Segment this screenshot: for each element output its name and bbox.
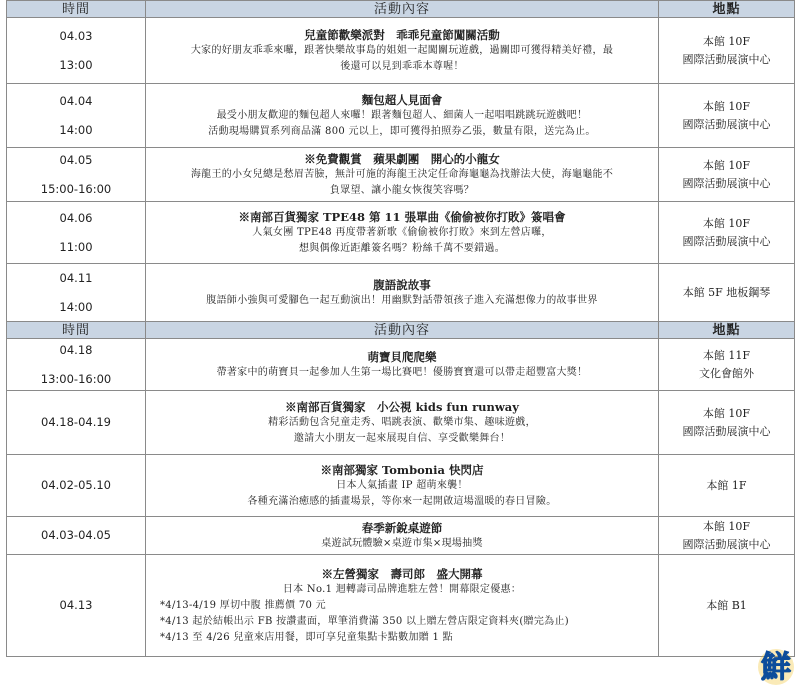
event-description-line: 最受小朋友歡迎的麵包超人來囉！跟著麵包超人、細菌人一起唱唱跳跳玩遊戲吧！: [216, 109, 588, 121]
event-location-cell: [659, 202, 795, 264]
event-content-cell: [146, 555, 659, 657]
event-location-line: 本館 10F: [702, 158, 751, 172]
event-title: ※南部獨家 Tombonia 快閃店: [320, 462, 484, 477]
header-location: 地點: [659, 322, 795, 339]
event-schedule-table: [6, 0, 795, 657]
event-title: 麵包超人見面會: [361, 92, 443, 107]
fresh-logo-badge: [756, 645, 796, 689]
section2-header-row: [7, 322, 795, 339]
event-time-cell: [7, 18, 146, 84]
event-description-line: 帶著家中的萌寶貝一起參加人生第一場比賽吧！優勝寶寶還可以帶走超豐富大獎！: [216, 366, 588, 378]
event-date: 04.18: [59, 342, 93, 357]
event-row: [7, 555, 795, 657]
event-content-cell: [146, 148, 659, 202]
time-spacer: [11, 358, 141, 372]
event-location-line: 本館 5F 地板鋼琴: [682, 285, 771, 299]
event-location-line: 本館 10F: [702, 216, 751, 230]
event-time: 11:00: [59, 239, 93, 254]
event-offer-line: *4/13 至 4/26 兒童來店用餐，即可享兒童集點卡點數加贈 1 點: [160, 631, 453, 643]
header-location: 地點: [659, 1, 795, 18]
event-time: 13:00: [59, 57, 93, 72]
event-time-cell: [7, 339, 146, 391]
event-location-cell: [659, 84, 795, 148]
event-location-line: 本館 10F: [702, 406, 751, 420]
event-location-cell: [659, 391, 795, 455]
event-time-cell: [7, 391, 146, 455]
event-location-cell: [659, 455, 795, 517]
section1-header-row: [7, 1, 795, 18]
event-title: ※南部百貨獨家 TPE48 第 11 張單曲《偷偷被你打敗》簽唱會: [238, 209, 566, 224]
event-date: 04.04: [59, 93, 93, 108]
header-time: 時間: [7, 1, 146, 18]
event-time: 14:00: [59, 299, 93, 314]
event-description-line: 腹語師小強與可愛腳色一起互動演出！用幽默對話帶領孩子進入充滿想像力的故事世界: [206, 294, 598, 306]
event-location-line: 本館 1F: [706, 478, 747, 492]
event-time: 15:00-16:00: [40, 181, 112, 196]
event-time-cell: [7, 517, 146, 555]
event-content-cell: [146, 264, 659, 322]
event-title: 兒童節歡樂派對 乖乖兒童節闖關活動: [304, 27, 500, 42]
event-content-cell: [146, 339, 659, 391]
event-content-cell: [146, 391, 659, 455]
event-location-line: 本館 10F: [702, 519, 751, 533]
time-spacer: [11, 168, 141, 182]
event-row: [7, 455, 795, 517]
event-location-line: 國際活動展演中心: [682, 537, 771, 551]
event-location-cell: [659, 264, 795, 322]
time-spacer: [11, 226, 141, 240]
event-location-line: 國際活動展演中心: [682, 52, 771, 66]
event-date: 04.06: [59, 210, 93, 225]
event-description-line: 精彩活動包含兒童走秀、唱跳表演、歡樂市集、趣味遊戲，: [268, 416, 536, 428]
event-location-line: 國際活動展演中心: [682, 424, 771, 438]
event-time-cell: [7, 455, 146, 517]
event-description-line: 日本 No.1 迴轉壽司品牌進駐左營！開幕限定優惠：: [282, 583, 522, 595]
event-row: [7, 148, 795, 202]
event-location-line: 本館 10F: [702, 34, 751, 48]
event-row: [7, 18, 795, 84]
event-location-cell: [659, 555, 795, 657]
event-location-line: 本館 10F: [702, 99, 751, 113]
event-date: 04.03: [59, 28, 93, 43]
header-time: 時間: [7, 322, 146, 339]
event-location-cell: [659, 18, 795, 84]
event-title: 萌寶貝爬爬樂: [367, 349, 437, 364]
event-row: [7, 264, 795, 322]
event-content-cell: [146, 18, 659, 84]
event-row: [7, 84, 795, 148]
event-title: ※左營獨家 壽司郎 盛大開幕: [321, 566, 483, 581]
event-row: [7, 202, 795, 264]
event-title: ※南部百貨獨家 小公視 kids fun runway: [285, 399, 519, 414]
event-row: [7, 517, 795, 555]
event-date: 04.18-04.19: [41, 415, 111, 429]
event-description-line: 桌遊試玩體驗×桌遊市集×現場抽獎: [321, 537, 483, 549]
event-location-line: 本館 B1: [706, 598, 747, 612]
event-location-cell: [659, 148, 795, 202]
time-spacer: [11, 109, 141, 123]
time-spacer: [11, 44, 141, 58]
event-row: [7, 391, 795, 455]
event-location-line: 文化會館外: [699, 366, 754, 380]
header-content: 活動內容: [146, 1, 659, 18]
event-title: 春季新銳桌遊節: [361, 520, 443, 535]
event-time-cell: [7, 148, 146, 202]
event-date: 04.11: [59, 270, 93, 285]
event-location-cell: [659, 517, 795, 555]
event-content-cell: [146, 84, 659, 148]
header-content: 活動內容: [146, 322, 659, 339]
event-description-line: 各種充滿治癒感的插畫場景，等你來一起開啟這場溫暖的春日冒險。: [247, 495, 557, 507]
event-time-cell: [7, 555, 146, 657]
event-content-cell: [146, 517, 659, 555]
event-content-cell: [146, 202, 659, 264]
event-description-line: 海龍王的小女兒總是愁眉苦臉，無計可施的海龍王決定任命海龜龜為找辦法大使，海龜龜能不: [190, 168, 614, 180]
event-title: 腹語說故事: [373, 277, 431, 292]
event-offer-line: *4/13-4/19 厚切中腹 推薦價 70 元: [160, 599, 326, 611]
event-location-line: 本館 11F: [702, 348, 751, 362]
event-content-cell: [146, 455, 659, 517]
event-offer-line: *4/13 起於結帳出示 FB 按讚畫面，單筆消費滿 350 以上贈左營店限定資料夾(贈完為止): [160, 615, 569, 627]
event-description-line: 大家的好朋友乖乖來囉，跟著快樂故事島的姐姐一起闖關玩遊戲，過關即可獲得精美好禮，最: [190, 44, 614, 56]
event-description-line: 邀請大小朋友一起來展現自信、享受歡樂舞台！: [293, 432, 511, 444]
time-spacer: [11, 286, 141, 300]
event-location-line: 國際活動展演中心: [682, 117, 771, 131]
badge-glyph: 鮮: [761, 650, 791, 685]
event-description-line: 想與偶像近距離簽名嗎？粉絲千萬不要錯過。: [299, 242, 505, 254]
event-description-line: 後還可以見到乖乖本尊喔！: [340, 60, 464, 72]
event-time-cell: [7, 84, 146, 148]
event-title: ※免費觀賞 蘋果劇團 開心的小龍女: [304, 151, 500, 166]
event-date: 04.02-05.10: [41, 478, 111, 492]
event-time: 14:00: [59, 122, 93, 137]
event-time-cell: [7, 264, 146, 322]
event-date: 04.05: [59, 152, 93, 167]
event-time-cell: [7, 202, 146, 264]
event-location-line: 國際活動展演中心: [682, 176, 771, 190]
event-description-line: 負眾望、讓小龍女恢復笑容嗎？: [329, 184, 475, 196]
event-description-line: 活動現場購買系列商品滿 800 元以上，即可獲得拍照券乙張，數量有限，送完為止。: [208, 125, 596, 137]
event-description-line: 人氣女團 TPE48 再度帶著新歌《偷偷被你打敗》來到左營店囉，: [252, 226, 552, 238]
event-location-line: 國際活動展演中心: [682, 234, 771, 248]
event-row: [7, 339, 795, 391]
event-description-line: 日本人氣插畫 IP 超萌來襲！: [336, 479, 468, 491]
event-location-cell: [659, 339, 795, 391]
event-date: 04.13: [59, 598, 93, 612]
event-date: 04.03-04.05: [41, 528, 111, 542]
event-time: 13:00-16:00: [40, 371, 112, 386]
